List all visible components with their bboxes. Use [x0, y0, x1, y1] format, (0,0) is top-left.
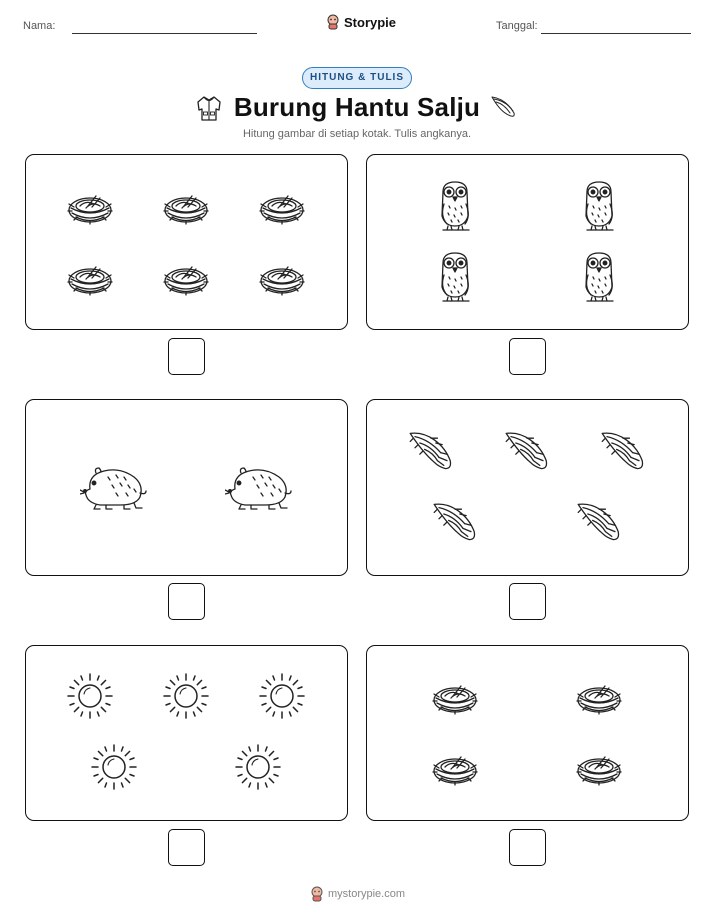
footer-site: mystorypie.com: [328, 888, 406, 900]
count-panel-1: [25, 154, 348, 330]
date-line[interactable]: [541, 33, 691, 34]
date-label: Tanggal:: [496, 20, 538, 32]
count-panel-6: [366, 645, 689, 821]
wing-icon: [407, 426, 455, 476]
nest-icon: [66, 257, 114, 297]
footer: [310, 886, 405, 902]
nest-icon: [258, 186, 306, 226]
wing-icon: [431, 497, 479, 547]
answer-box-1[interactable]: [168, 338, 205, 375]
instructions: Hitung gambar di setiap kotak. Tulis angkanya.: [242, 128, 472, 140]
answer-box-4[interactable]: [509, 583, 546, 620]
nest-icon: [162, 186, 210, 226]
storypie-mascot-icon: [326, 14, 340, 30]
sun-icon: [258, 672, 306, 720]
sun-icon: [66, 672, 114, 720]
nest-icon: [431, 676, 479, 716]
answer-box-5[interactable]: [168, 829, 205, 866]
storypie-mascot-icon: [310, 886, 324, 902]
page-title: Burung Hantu Salju: [233, 92, 481, 122]
sun-icon: [234, 743, 282, 791]
nest-icon: [258, 257, 306, 297]
brand-logo: [326, 14, 396, 30]
wing-icon: [599, 426, 647, 476]
owl-icon: [579, 249, 619, 303]
nest-icon: [162, 257, 210, 297]
brand-name: Storypie: [344, 14, 397, 30]
wing-icon: [575, 497, 623, 547]
sun-icon: [90, 743, 138, 791]
nest-icon: [431, 747, 479, 787]
answer-box-3[interactable]: [168, 583, 205, 620]
hamster-icon: [225, 461, 293, 511]
nest-icon: [575, 676, 623, 716]
nest-icon: [66, 186, 114, 226]
sun-icon: [162, 672, 210, 720]
answer-box-6[interactable]: [509, 829, 546, 866]
wing-icon: [489, 93, 519, 126]
count-panel-3: [25, 399, 348, 576]
activity-badge: HITUNG & TULIS: [302, 67, 412, 89]
owl-icon: [435, 249, 475, 303]
nest-icon: [575, 747, 623, 787]
jacket-icon: [194, 93, 224, 128]
owl-icon: [435, 178, 475, 232]
wing-icon: [503, 426, 551, 476]
name-label: Nama:: [23, 20, 56, 32]
answer-box-2[interactable]: [509, 338, 546, 375]
owl-icon: [579, 178, 619, 232]
count-panel-2: [366, 154, 689, 330]
hamster-icon: [80, 461, 148, 511]
name-line[interactable]: [72, 33, 257, 34]
